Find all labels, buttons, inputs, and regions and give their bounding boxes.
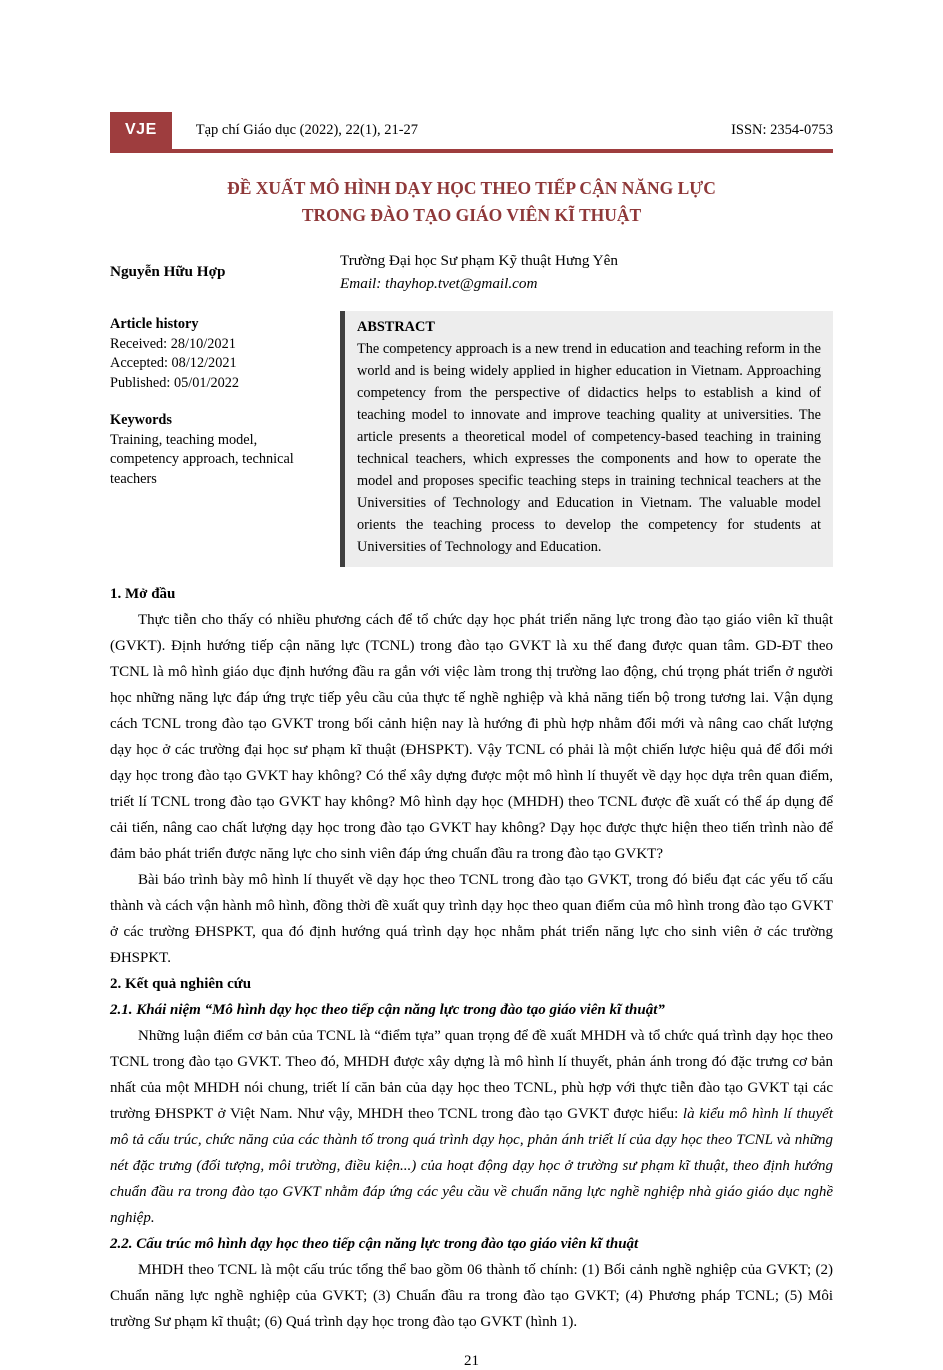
abstract-text: The competency approach is a new trend in education and teaching reform in the world and is being widely applied in higher education in Vietnam. Approaching competency from the perspective of didactics helps to establish a kind of teaching model to innovate and improve teaching quality at universities. The article presents a theoretical model of competency-based teaching in training technical teachers, which expresses the components and how to operate the model and proposes specific teaching steps in training technical teachers at the Universities of Technology and Education in Vietnam. The valuable model orients the teaching process to develop the competency for students at Universities of Technology and Education.	[357, 341, 821, 555]
article-title	[110, 175, 833, 229]
journal-citation: Tạp chí Giáo dục (2022), 22(1), 21-27	[195, 122, 419, 138]
article-history-label: Article history	[110, 316, 199, 332]
section-2-1-paragraph-normal: Những luận điểm cơ bản của TCNL là “điểm tựa” quan trọng để đề xuất MHDH và tổ chức quá trình dạy học theo TCNL trong đào tạo GVKT. Theo đó, MHDH được xây dựng là mô hình lí thuyết, phản ánh trong đó đặc trưng cơ bản nhất của một MHDH nói chung, triết lí căn bản của dạy học theo TCNL, phù hợp với thực tiễn đào tạo GVKT tại các trường ĐHSPKT ở Việt Nam. Như vậy, MHDH theo TCNL trong đào tạo GVKT được hiểu:	[110, 1028, 833, 1122]
page-footer	[110, 1353, 833, 1370]
published-date: Published: 05/01/2022	[110, 374, 240, 391]
received-date: Received: 28/10/2021	[110, 335, 236, 352]
abstract-label: ABSTRACT	[357, 319, 435, 335]
article-body	[110, 581, 833, 1335]
section-1-paragraph-1: Thực tiễn cho thấy có nhiều phương cách để tổ chức dạy học phát triển năng lực trong đào tạo giáo viên kĩ thuật (GVKT). Định hướng tiếp cận năng lực (TCNL) trong đào tạo GVKT là xu thế đang được quan tâm. GD-ĐT theo TCNL là mô hình giáo dục định hướng đầu ra gắn với việc làm trong thị trường lao động, chú trọng phát triển ở người học những năng lực đáp ứng trực tiếp yêu cầu của thực tế nghề nghiệp và khả năng tiến bộ trong tương lai. Vận dụng cách TCNL trong đào tạo GVKT trong bối cảnh hiện nay là hướng đi phù hợp nhằm đổi mới và nâng cao chất lượng dạy học ở các trường đại học sư phạm kĩ thuật (ĐHSPKT). Vậy TCNL có phải là một chiến lược hiệu quả để đổi mới dạy học trong đào tạo GVKT hay không? Có thể xây dựng được một mô hình lí thuyết về dạy học dựa trên quan điểm, triết lí TCNL trong đào tạo GVKT hay không? Mô hình dạy học (MHDH) theo TCNL được đề xuất có thể áp dụng để cải tiến, nâng cao chất lượng dạy học trong đào tạo GVKT hay không? Dạy học được thực hiện theo tiến trình nào để đảm bảo phát triển được năng lực cho sinh viên đáp ứng chuẩn đầu ra trong đào tạo GVKT?	[110, 612, 833, 862]
author-name: Nguyễn Hữu Hợp	[110, 263, 226, 280]
article-meta-column	[110, 311, 340, 567]
page-number: 21	[464, 1353, 479, 1369]
page-content	[110, 112, 833, 1370]
article-title-line1: ĐỀ XUẤT MÔ HÌNH DẠY HỌC THEO TIẾP CẬN NĂNG LỰC	[227, 178, 716, 198]
keywords-list: Training, teaching model, competency approach, technical teachers	[110, 431, 294, 487]
author-details	[340, 249, 833, 295]
section-2-1-heading: 2.1. Khái niệm “Mô hình dạy học theo tiếp cận năng lực trong đào tạo giáo viên kĩ thuật”	[110, 1002, 665, 1018]
section-2-heading: 2. Kết quả nghiên cứu	[110, 976, 252, 992]
section-1-heading: 1. Mở đầu	[110, 586, 176, 602]
article-title-line2: TRONG ĐÀO TẠO GIÁO VIÊN KĨ THUẬT	[301, 205, 642, 225]
section-2-2-paragraph: MHDH theo TCNL là một cấu trúc tổng thể bao gồm 06 thành tố chính: (1) Bối cảnh nghề nghiệp của GVKT; (2) Chuẩn năng lực nghề nghiệp của GVKT; (3) Chuẩn đầu ra trong đào tạo GVKT; (4) Phương pháp TCNL; (5) Môi trường Sư phạm kĩ thuật; (6) Quá trình dạy học trong đào tạo GVKT (hình 1).	[110, 1262, 833, 1330]
issn-label: ISSN: 2354-0753	[731, 122, 833, 138]
keywords-label: Keywords	[110, 412, 172, 428]
section-2-2-heading: 2.2. Cấu trúc mô hình dạy học theo tiếp cận năng lực trong đào tạo giáo viên kĩ thuật	[110, 1236, 639, 1252]
section-2-1-paragraph-definition: là kiểu mô hình lí thuyết mô tả cấu trúc, chức năng của các thành tố trong quá trình dạy học, phản ánh triết lí của dạy học theo TCNL và những nét đặc trưng (đối tượng, môi trường, điều kiện...) của hoạt động dạy học ở trường sư phạm kĩ thuật, theo định hướng chuẩn đầu ra trong đào tạo GVKT nhằm đáp ứng các yêu cầu về chuẩn năng lực nghề nghiệp nhà giáo giáo dục nghề nghiệp.	[110, 1106, 833, 1226]
section-2-1-paragraph	[110, 1023, 833, 1231]
vje-logo: VJE	[110, 112, 172, 149]
meta-abstract-row	[110, 311, 833, 567]
abstract-box	[340, 311, 833, 567]
journal-header	[110, 112, 833, 153]
author-block	[110, 249, 833, 295]
author-affiliation: Trường Đại học Sư phạm Kỹ thuật Hưng Yên	[340, 252, 618, 269]
author-email: Email: thayhop.tvet@gmail.com	[340, 275, 538, 292]
accepted-date: Accepted: 08/12/2021	[110, 355, 237, 371]
section-1-paragraph-2: Bài báo trình bày mô hình lí thuyết về dạy học theo TCNL trong đào tạo GVKT, trong đó biểu đạt các yếu tố cấu thành và cách vận hành mô hình, đồng thời đề xuất quy trình dạy học theo quan điểm của mô hình trong đào tạo GVKT ở các trường ĐHSPKT, qua đó định hướng quá trình dạy học nhằm phát triển năng lực cho sinh viên ở các trường ĐHSPKT.	[110, 872, 833, 966]
